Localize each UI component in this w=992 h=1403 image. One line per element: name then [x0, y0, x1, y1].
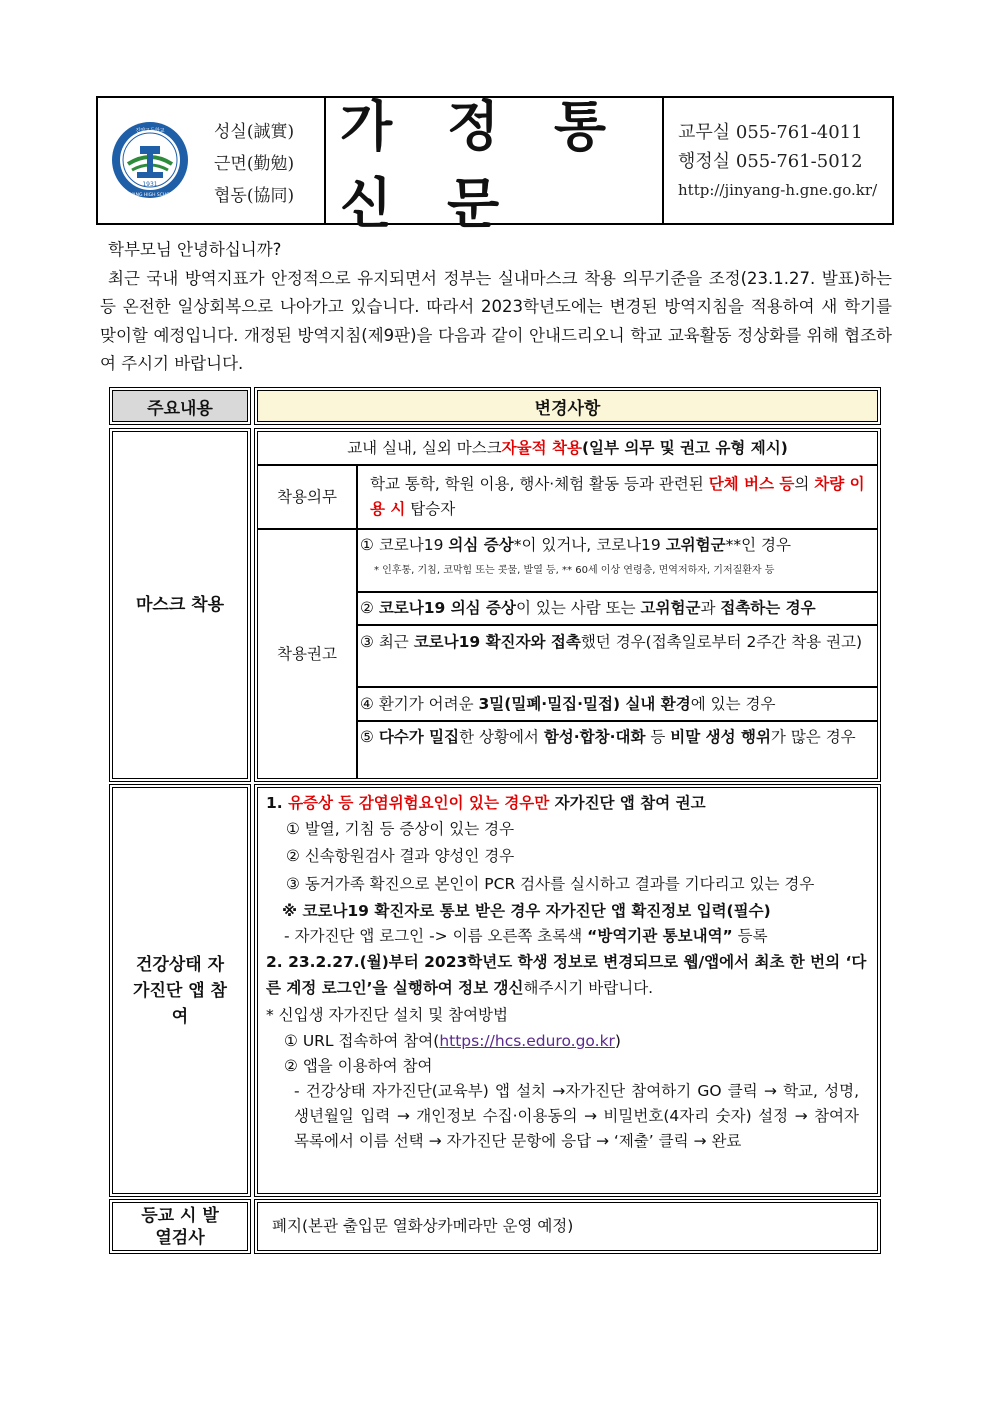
r3-b: 코로나19 확진자와 접촉 [413, 633, 581, 651]
h-l2-a: 2. 23.2.27.(월)부터 2023학년도 학생 정보로 변경되므로 웹/앱에서 최초 한 번의 ‘다른 계정 로그인’을 실행하여 정보 갱신 [266, 953, 867, 997]
h-l2-b: 해주시기 바랍니다. [523, 979, 654, 997]
intro-body: 최근 국내 방역지표가 안정적으로 유지되면서 정부는 실내마스크 착용 의무기준을 조정(23.1.27. 발표)하는 등 온전한 일상회복으로 나아가고 있습니다. 따라서 2023학년도에는 변경된 방역지침을 적용하여 새 학기를 맞이할 예정입니다. 개정된 방역지침(제9판)을 다음과 같이 안내드리오니 학교 교육활동 정상화를 위해 협조하여 주시기 바랍니다. [100, 268, 892, 373]
mask-summary [257, 431, 878, 465]
r3-c: 했던 경우(접촉일로부터 2주간 착용 권고) [580, 633, 863, 651]
r5-f: 비말 생성 행위 [670, 728, 771, 746]
h-note-sub [266, 924, 873, 949]
r5-e: 등 [645, 728, 671, 746]
recommend-item-1 [357, 529, 878, 592]
r5-g: 가 많은 경우 [770, 728, 856, 746]
r4-c: 에 있는 경우 [690, 695, 776, 713]
mandatory-c: 의 [794, 475, 815, 493]
h-note-sub-b: “방역기관 통보내역” [587, 927, 733, 945]
school-url-link[interactable]: http://jinyang-h.gne.go.kr/ [678, 181, 878, 199]
logo-top-text: 진양고등학교 [135, 128, 165, 134]
h-s1-b: ) [614, 1032, 621, 1050]
h-l1-c: 자가진단 앱 참여 권고 [549, 794, 706, 812]
r1-d: 고위험군 [665, 536, 726, 554]
intro-greeting: 학부모님 안녕하십니까? [108, 240, 282, 259]
recommend-item-2 [357, 592, 878, 625]
col-header-main: 주요내용 [112, 390, 248, 422]
recommend-item-5 [357, 721, 878, 779]
r2-c: 이 있는 사람 또는 [516, 599, 641, 617]
hcs-url-link[interactable]: https://hcs.eduro.go.kr [439, 1032, 615, 1050]
h-l1-i1: ① 발열, 기침 등 증상이 있는 경우 [286, 820, 515, 838]
h-note: ※ 코로나19 확진자로 통보 받은 경우 자가진단 앱 확진정보 입력(필수) [282, 902, 771, 920]
fever-label: 등교 시 발열검사 [112, 1202, 248, 1251]
mandatory-label: 착용의무 [257, 465, 357, 529]
mandatory-b: 단체 버스 등 [708, 475, 795, 493]
r1-b: 의심 증상 [448, 536, 514, 554]
mandatory-text [357, 465, 878, 529]
health-section [257, 787, 878, 1194]
r4-a: ④ 환기가 어려운 [360, 695, 479, 713]
h-note-sub-c: 등록 [732, 927, 768, 945]
r2-f: 접촉하는 경우 [720, 599, 816, 617]
mask-summary-c: (일부 의무 및 권고 유형 제시) [581, 438, 788, 457]
contact-office-1: 교무실 055-761-4011 [678, 122, 863, 143]
h-s2-sub: - 건강상태 자가진단(교육부) 앱 설치 →자가진단 참여하기 GO 클릭 → 학교, 성명, 생년월일 입력 → 개인정보 수집·이용동의 → 비밀번호(4자리 숫자) 설정 → 참여자 목록에서 이름 선택 → 자가진단 문항에 응답 → ‘제출’ 클릭 → 완료 [294, 1082, 859, 1150]
r3-a: ③ 최근 [360, 633, 414, 651]
recommend-label: 착용권고 [257, 529, 357, 779]
h-s1-a: ① URL 접속하여 참여( [284, 1032, 440, 1050]
r4-b: 3밀(밀폐·밀집·밀접) 실내 환경 [478, 695, 691, 713]
r1-note: * 인후통, 기침, 코막힘 또는 콧물, 발열 등, ** 60세 이상 연령층, 면역저하자, 기저질환자 등 [374, 565, 775, 576]
school-logo-icon [110, 120, 190, 200]
h-l1-i2: ② 신속항원검사 결과 양성인 경우 [286, 847, 515, 865]
logo-year: 1931 [142, 181, 158, 188]
motto-2: 근면(勤勉) [214, 154, 295, 174]
intro-text [100, 236, 892, 379]
logo-bottom-text: JINYANG HIGH SCHOOL [124, 193, 176, 198]
mask-label: 마스크 착용 [112, 431, 248, 779]
recommend-item-3 [357, 625, 878, 687]
r1-c: *이 있거나, 코로나19 [513, 536, 666, 554]
header-contact-box [664, 98, 892, 223]
h-note-sub-a: - 자가진단 앱 로그인 -> 이름 오른쪽 초록색 [284, 927, 588, 945]
contact-office-2: 행정실 055-761-5012 [678, 151, 863, 172]
h-l2 [266, 949, 873, 1001]
r1-e: **인 경우 [725, 536, 791, 554]
motto-3: 협동(協同) [214, 186, 295, 206]
r5-d: 함성·합창·대화 [543, 728, 646, 746]
recommend-item-4 [357, 687, 878, 721]
r5-b: 다수가 밀집 [378, 728, 460, 746]
newsletter-title: 가 정 통 신 문 [326, 98, 664, 223]
h-l1-i3: ③ 동거가족 확진으로 본인이 PCR 검사를 실시하고 결과를 기다리고 있는 경우 [286, 875, 815, 893]
r5-c: 한 상황에서 [459, 728, 544, 746]
h-star: * 신입생 자가진단 설치 및 참여방법 [266, 1006, 509, 1024]
mandatory-a: 학교 통학, 학원 이용, 행사·체험 활동 등과 관련된 [370, 475, 709, 493]
r2-a: ② [360, 599, 379, 617]
mandatory-d: 차량 이용 시 [370, 475, 865, 518]
r1-a: ① 코로나19 [360, 536, 449, 554]
h-s2: ② 앱을 이용하여 참여 [284, 1057, 433, 1075]
col-header-changes: 변경사항 [257, 390, 878, 422]
h-l1-highlight: 유증상 등 감염위험요인이 있는 경우만 [288, 794, 550, 812]
r5-a: ⑤ [360, 728, 379, 746]
h-s1 [266, 1029, 873, 1054]
mask-summary-highlight: 자율적 착용 [501, 438, 582, 457]
health-label: 건강상태 자가진단 앱 참여 [112, 787, 248, 1194]
fever-text: 폐지(본관 출입문 열화상카메라만 운영 예정) [257, 1202, 878, 1251]
r2-e: 과 [700, 599, 721, 617]
mandatory-e: 탑승자 [405, 500, 456, 518]
header-left-box [98, 98, 326, 223]
h-l1-a: 1. [266, 794, 289, 812]
school-mottos [214, 116, 294, 212]
r2-d: 고위험군 [640, 599, 701, 617]
mask-summary-a: 교내 실내, 실외 마스크 [347, 438, 502, 457]
r2-b: 코로나19 의심 증상 [378, 599, 517, 617]
motto-1: 성실(誠實) [214, 122, 295, 142]
newsletter-header [96, 93, 894, 235]
